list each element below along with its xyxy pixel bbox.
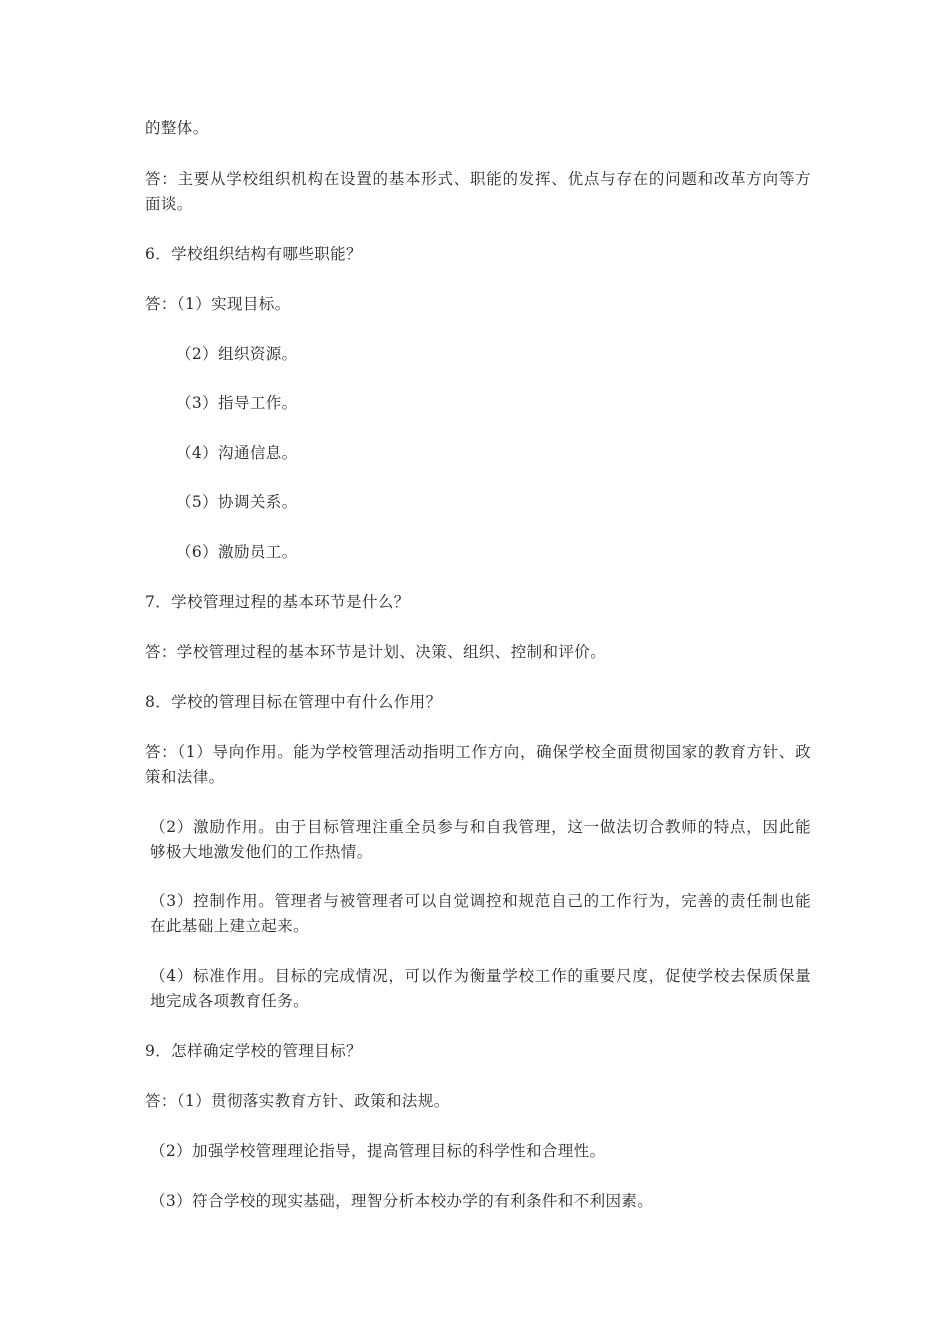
answer-6-item-3: （3）指导工作。	[176, 394, 298, 412]
answer-9-item-1: 答：（1）贯彻落实教育方针、政策和法规。	[145, 1092, 450, 1110]
answer-6-item-2: （2）组织资源。	[176, 345, 298, 363]
answer-6-item-6: （6）激励员工。	[176, 543, 298, 561]
answer-8-item-1: 答：（1）导向作用。能为学校管理活动指明工作方向，确保学校全面贯彻国家的教育方针、政策和法律。	[145, 743, 811, 786]
answer-6-item-4: （4）沟通信息。	[176, 444, 298, 462]
answer-6-item-5: （5）协调关系。	[176, 493, 298, 511]
answer-8-item-3: （3）控制作用。管理者与被管理者可以自觉调控和规范自己的工作行为，完善的责任制也能在此基础上建立起来。	[150, 892, 811, 935]
question-7: 7．学校管理过程的基本环节是什么？	[145, 593, 410, 611]
answer-6-item-1: 答：（1）实现目标。	[145, 295, 291, 313]
answer-5: 答：主要从学校组织机构在设置的基本形式、职能的发挥、优点与存在的问题和改革方向等方面谈。	[145, 170, 811, 213]
answer-8-item-4: （4）标准作用。目标的完成情况，可以作为衡量学校工作的重要尺度，促使学校去保质保量地完成各项教育任务。	[150, 967, 811, 1010]
question-8: 8．学校的管理目标在管理中有什么作用？	[145, 693, 442, 711]
paragraph-continuation: 的整体。	[145, 119, 209, 137]
answer-7: 答：学校管理过程的基本环节是计划、决策、组织、控制和评价。	[145, 643, 607, 661]
answer-9-item-3: （3）符合学校的现实基础，理智分析本校办学的有利条件和不利因素。	[150, 1192, 654, 1210]
question-6: 6．学校组织结构有哪些职能？	[145, 245, 362, 263]
question-9: 9．怎样确定学校的管理目标？	[145, 1042, 362, 1060]
answer-9-item-2: （2）加强学校管理理论指导，提高管理目标的科学性和合理性。	[150, 1142, 606, 1160]
answer-8-item-2: （2）激励作用。由于目标管理注重全员参与和自我管理，这一做法切合教师的特点，因此能够极大地激发他们的工作热情。	[150, 818, 811, 861]
